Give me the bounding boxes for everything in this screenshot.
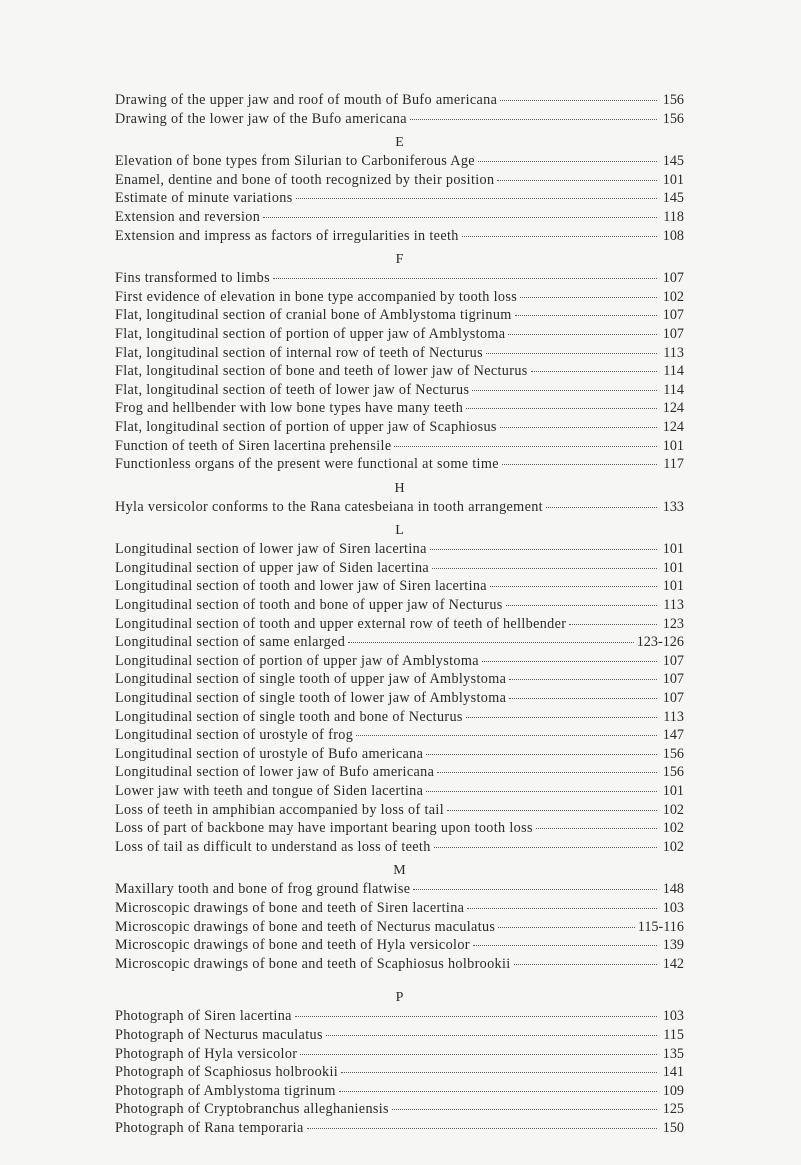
entry-page-number: 142 bbox=[662, 955, 684, 972]
entry-page-number: 102 bbox=[662, 838, 684, 855]
entry-page-number: 114 bbox=[663, 381, 684, 398]
entry-page-number: 148 bbox=[662, 881, 684, 898]
index-entry bbox=[115, 288, 684, 307]
dot-leader bbox=[426, 791, 657, 792]
index-entry bbox=[115, 745, 684, 764]
index-entry bbox=[115, 362, 684, 381]
entry-text: Microscopic drawings of bone and teeth of Hyla versicolor bbox=[115, 937, 470, 954]
entry-page-number: 156 bbox=[662, 92, 684, 108]
entry-page-number: 107 bbox=[662, 652, 684, 669]
index-entry bbox=[115, 227, 684, 246]
dot-leader bbox=[466, 717, 657, 718]
entry-page-number: 133 bbox=[662, 498, 684, 515]
entry-page-number: 147 bbox=[662, 727, 684, 744]
index-entry bbox=[115, 577, 684, 596]
index-entry bbox=[115, 344, 684, 363]
dot-leader bbox=[437, 772, 657, 773]
section-letter: M bbox=[393, 863, 406, 879]
dot-leader bbox=[467, 908, 657, 909]
entry-text: Extension and impress as factors of irregularities in teeth bbox=[115, 227, 459, 244]
index-entry bbox=[115, 91, 684, 110]
entry-page-number: 107 bbox=[662, 671, 684, 688]
entry-text: Longitudinal section of urostyle of Bufo americana bbox=[115, 745, 424, 762]
entry-text: Microscopic drawings of bone and teeth of Scaphiosus holbrookii bbox=[115, 955, 511, 972]
entry-text: Loss of teeth in amphibian accompanied by loss of tail bbox=[115, 801, 444, 818]
entry-page-number: 101 bbox=[662, 559, 684, 576]
entry-text: Loss of part of backbone may have important bearing upon tooth loss bbox=[115, 820, 533, 837]
index-entry bbox=[115, 1007, 684, 1026]
dot-leader bbox=[497, 180, 657, 181]
dot-leader bbox=[273, 278, 657, 279]
index-entry bbox=[115, 208, 684, 227]
entry-text: Photograph of Necturus maculatus bbox=[115, 1026, 323, 1043]
index-section bbox=[115, 522, 684, 856]
dot-leader bbox=[500, 427, 657, 428]
entry-text: Loss of tail as difficult to understand as loss of teeth bbox=[115, 838, 431, 855]
entry-text: Photograph of Cryptobranchus alleghaniensis bbox=[115, 1101, 389, 1118]
index-entry bbox=[115, 1082, 684, 1101]
dot-leader bbox=[296, 198, 657, 199]
entry-page-number: 107 bbox=[662, 690, 684, 707]
entry-page-number: 156 bbox=[662, 110, 684, 127]
dot-leader bbox=[356, 735, 657, 736]
index-entry bbox=[115, 633, 684, 652]
index-entry bbox=[115, 399, 684, 418]
entry-page-number: 123 bbox=[662, 615, 684, 632]
entry-page-number: 114 bbox=[663, 363, 684, 380]
dot-leader bbox=[348, 642, 634, 643]
entry-page-number: 118 bbox=[663, 208, 684, 225]
index-entry bbox=[115, 708, 684, 727]
section-letter: P bbox=[395, 990, 404, 1006]
entry-page-number: 103 bbox=[662, 1008, 684, 1025]
entry-page-number: 135 bbox=[662, 1045, 684, 1062]
index-entry bbox=[115, 306, 684, 325]
entry-page-number: 101 bbox=[662, 437, 684, 454]
entry-text: Hyla versicolor conforms to the Rana catesbeiana in tooth arrangement bbox=[115, 498, 543, 515]
index-section bbox=[115, 973, 684, 1137]
entry-page-number: 113 bbox=[663, 708, 684, 725]
entry-text: Longitudinal section of portion of upper jaw of Amblystoma bbox=[115, 652, 479, 669]
entry-text: Elevation of bone types from Silurian to Carboniferous Age bbox=[115, 153, 475, 170]
index-entry bbox=[115, 596, 684, 615]
index-entry bbox=[115, 936, 684, 955]
entry-text: Longitudinal section of tooth and lower jaw of Siren lacertina bbox=[115, 578, 487, 595]
dot-leader bbox=[426, 754, 657, 755]
entry-page-number: 124 bbox=[662, 400, 684, 417]
index-section bbox=[115, 862, 684, 973]
section-letter: F bbox=[395, 252, 404, 268]
entry-text: Fins transformed to limbs bbox=[115, 270, 270, 287]
index-section bbox=[115, 480, 684, 517]
index-entry bbox=[115, 955, 684, 974]
dot-leader bbox=[500, 100, 657, 101]
dot-leader bbox=[472, 390, 657, 391]
entry-text: Longitudinal section of single tooth and bone of Necturus bbox=[115, 708, 463, 725]
entry-page-number: 139 bbox=[662, 937, 684, 954]
dot-leader bbox=[536, 828, 657, 829]
index-entry bbox=[115, 1063, 684, 1082]
entry-page-number: 150 bbox=[662, 1119, 684, 1136]
entry-page-number: 125 bbox=[662, 1101, 684, 1118]
entry-page-number: 145 bbox=[662, 153, 684, 170]
index-entry bbox=[115, 455, 684, 474]
entry-text: Longitudinal section of tooth and upper external row of teeth of hellbender bbox=[115, 615, 567, 632]
entry-page-number: 115-116 bbox=[637, 918, 684, 935]
index-section bbox=[115, 91, 684, 128]
entry-page-number: 156 bbox=[662, 745, 684, 762]
entry-page-number: 115 bbox=[663, 1026, 684, 1043]
index-entry bbox=[115, 1100, 684, 1119]
entry-text: Drawing of the lower jaw of the Bufo americana bbox=[115, 110, 407, 127]
entry-text: Photograph of Siren lacertina bbox=[115, 1008, 292, 1025]
index-entry bbox=[115, 152, 684, 171]
entry-page-number: 145 bbox=[662, 190, 684, 207]
entry-text: Flat, longitudinal section of internal row of teeth of Necturus bbox=[115, 344, 483, 361]
index-entry bbox=[115, 540, 684, 559]
section-letter: L bbox=[395, 523, 404, 539]
entry-text: Flat, longitudinal section of portion of upper jaw of Amblystoma bbox=[115, 325, 506, 342]
entry-page-number: 102 bbox=[662, 801, 684, 818]
entry-text: Flat, longitudinal section of bone and teeth of lower jaw of Necturus bbox=[115, 363, 528, 380]
entry-text: Longitudinal section of upper jaw of Siden lacertina bbox=[115, 559, 430, 576]
dot-leader bbox=[486, 353, 657, 354]
entry-text: Flat, longitudinal section of cranial bone of Amblystoma tigrinum bbox=[115, 307, 512, 324]
dot-leader bbox=[531, 371, 657, 372]
entry-page-number: 101 bbox=[662, 783, 684, 799]
index-entry bbox=[115, 670, 684, 689]
entry-text: Enamel, dentine and bone of tooth recognized by their position bbox=[115, 171, 495, 188]
dot-leader bbox=[341, 1072, 657, 1073]
dot-leader bbox=[339, 1091, 657, 1092]
entry-page-number: 101 bbox=[662, 578, 684, 595]
entry-text: Lower jaw with teeth and tongue of Siden lacertina bbox=[115, 783, 424, 799]
entry-text: Longitudinal section of urostyle of frog bbox=[115, 727, 354, 744]
index-entry bbox=[115, 838, 684, 857]
dot-leader bbox=[498, 927, 634, 928]
entry-text: Longitudinal section of lower jaw of Bufo americana bbox=[115, 764, 435, 781]
dot-leader bbox=[514, 964, 657, 965]
entry-text: Extension and reversion bbox=[115, 208, 261, 225]
index-section bbox=[115, 251, 684, 474]
dot-leader bbox=[482, 661, 657, 662]
dot-leader bbox=[410, 119, 657, 120]
dot-leader bbox=[392, 1109, 657, 1110]
dot-leader bbox=[326, 1035, 657, 1036]
dot-leader bbox=[307, 1128, 657, 1129]
entry-text: Function of teeth of Siren lacertina prehensile bbox=[115, 437, 392, 454]
entry-page-number: 113 bbox=[663, 344, 684, 361]
dot-leader bbox=[394, 446, 657, 447]
dot-leader bbox=[478, 161, 657, 162]
dot-leader bbox=[569, 624, 657, 625]
index-entry bbox=[115, 1026, 684, 1045]
index-entry bbox=[115, 819, 684, 838]
index-entry bbox=[115, 918, 684, 937]
entry-text: Microscopic drawings of bone and teeth of Siren lacertina bbox=[115, 899, 465, 916]
entry-text: Functionless organs of the present were functional at some time bbox=[115, 456, 499, 473]
index-list bbox=[115, 91, 684, 1138]
entry-text: Longitudinal section of tooth and bone of upper jaw of Necturus bbox=[115, 597, 503, 614]
dot-leader bbox=[462, 236, 657, 237]
entry-page-number: 109 bbox=[662, 1082, 684, 1099]
entry-page-number: 101 bbox=[662, 541, 684, 558]
entry-text: Longitudinal section of single tooth of upper jaw of Amblystoma bbox=[115, 671, 507, 688]
entry-text: Flat, longitudinal section of teeth of lower jaw of Necturus bbox=[115, 381, 470, 398]
entry-page-number: 123-126 bbox=[636, 634, 684, 651]
entry-page-number: 141 bbox=[662, 1064, 684, 1081]
dot-leader bbox=[466, 408, 657, 409]
entry-page-number: 107 bbox=[662, 325, 684, 342]
index-entry bbox=[115, 171, 684, 190]
index-entry bbox=[115, 189, 684, 208]
dot-leader bbox=[430, 549, 657, 550]
section-letter: E bbox=[395, 135, 404, 151]
entry-page-number: 124 bbox=[662, 418, 684, 435]
index-entry bbox=[115, 498, 684, 517]
entry-text: Photograph of Scaphiosus holbrookii bbox=[115, 1064, 339, 1081]
dot-leader bbox=[546, 507, 657, 508]
index-entry bbox=[115, 615, 684, 634]
dot-leader bbox=[508, 334, 657, 335]
dot-leader bbox=[447, 810, 657, 811]
dot-leader bbox=[432, 568, 657, 569]
dot-leader bbox=[473, 945, 657, 946]
index-entry bbox=[115, 652, 684, 671]
index-entry bbox=[115, 437, 684, 456]
entry-text: Longitudinal section of same enlarged bbox=[115, 634, 346, 651]
section-letter: H bbox=[394, 480, 405, 496]
index-entry bbox=[115, 559, 684, 578]
entry-text: Longitudinal section of lower jaw of Siren lacertina bbox=[115, 541, 427, 558]
dot-leader bbox=[509, 698, 657, 699]
entry-text: Microscopic drawings of bone and teeth of Necturus maculatus bbox=[115, 918, 496, 935]
index-entry bbox=[115, 325, 684, 344]
dot-leader bbox=[502, 464, 657, 465]
dot-leader bbox=[413, 889, 657, 890]
entry-text: Photograph of Hyla versicolor bbox=[115, 1045, 298, 1062]
index-entry bbox=[115, 418, 684, 437]
entry-text: Maxillary tooth and bone of frog ground flatwise bbox=[115, 881, 411, 898]
index-entry bbox=[115, 381, 684, 400]
entry-page-number: 108 bbox=[662, 227, 684, 244]
entry-page-number: 103 bbox=[662, 899, 684, 916]
index-entry bbox=[115, 801, 684, 820]
dot-leader bbox=[295, 1016, 657, 1017]
section-spacer bbox=[115, 973, 684, 983]
index-entry bbox=[115, 110, 684, 129]
dot-leader bbox=[263, 217, 657, 218]
index-entry bbox=[115, 726, 684, 745]
dot-leader bbox=[509, 679, 657, 680]
dot-leader bbox=[434, 847, 657, 848]
entry-page-number: 102 bbox=[662, 820, 684, 837]
dot-leader bbox=[490, 586, 657, 587]
index-entry bbox=[115, 782, 684, 801]
entry-page-number: 107 bbox=[662, 270, 684, 287]
dot-leader bbox=[520, 297, 657, 298]
entry-text: Frog and hellbender with low bone types have many teeth bbox=[115, 400, 464, 417]
entry-text: First evidence of elevation in bone type accompanied by tooth loss bbox=[115, 288, 518, 305]
entry-page-number: 156 bbox=[662, 764, 684, 781]
entry-page-number: 102 bbox=[662, 288, 684, 305]
index-entry bbox=[115, 1119, 684, 1138]
index-entry bbox=[115, 899, 684, 918]
index-entry bbox=[115, 689, 684, 708]
entry-text: Drawing of the upper jaw and roof of mouth of Bufo americana bbox=[115, 92, 498, 108]
entry-text: Photograph of Rana temporaria bbox=[115, 1119, 304, 1136]
dot-leader bbox=[515, 315, 657, 316]
entry-text: Estimate of minute variations bbox=[115, 190, 293, 207]
entry-text: Flat, longitudinal section of portion of upper jaw of Scaphiosus bbox=[115, 418, 497, 435]
index-entry bbox=[115, 880, 684, 899]
entry-text: Photograph of Amblystoma tigrinum bbox=[115, 1082, 336, 1099]
dot-leader bbox=[506, 605, 657, 606]
index-entry bbox=[115, 1045, 684, 1064]
index-entry bbox=[115, 269, 684, 288]
entry-page-number: 101 bbox=[662, 171, 684, 188]
dot-leader bbox=[300, 1054, 657, 1055]
entry-page-number: 113 bbox=[663, 597, 684, 614]
entry-text: Longitudinal section of single tooth of lower jaw of Amblystoma bbox=[115, 690, 507, 707]
entry-page-number: 107 bbox=[662, 307, 684, 324]
entry-page-number: 117 bbox=[663, 456, 684, 473]
index-section bbox=[115, 134, 684, 245]
index-entry bbox=[115, 763, 684, 782]
